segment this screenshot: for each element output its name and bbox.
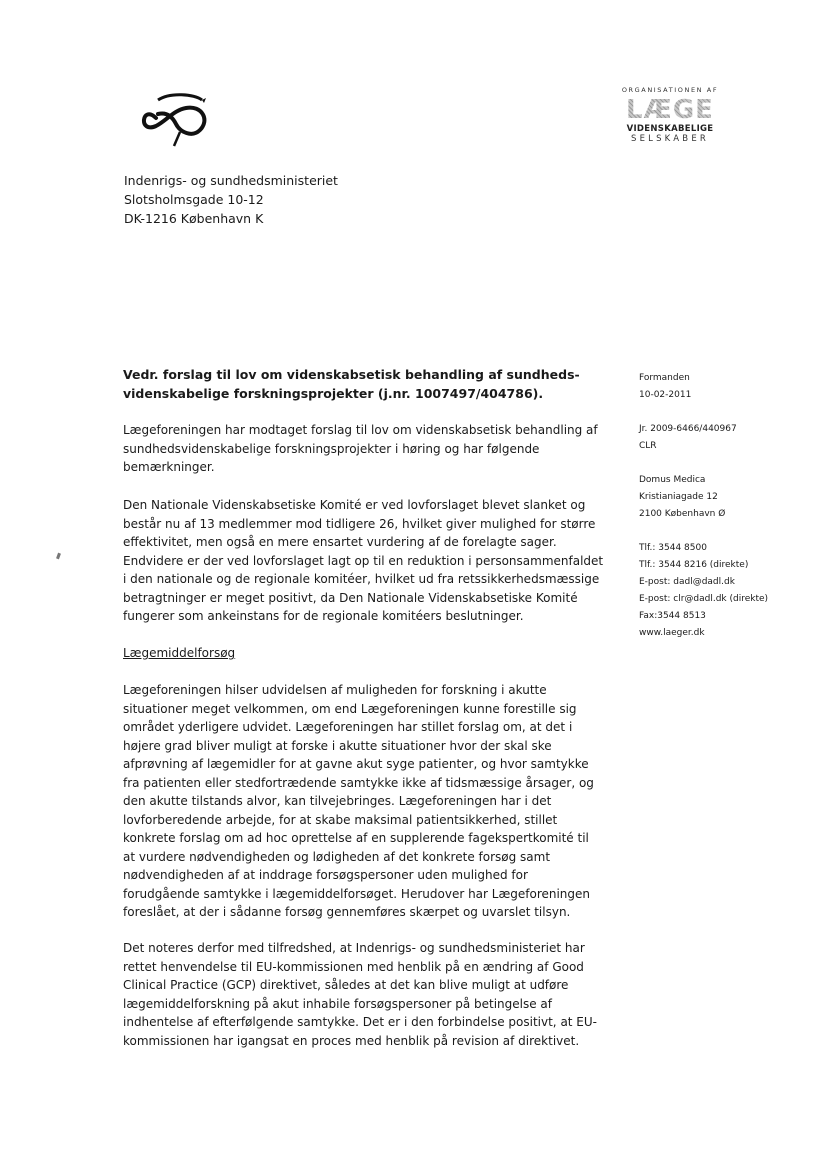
text-line: kommissionen har igangsat en proces med henblik på revision af direktivet. xyxy=(123,1033,580,1048)
text-line: den akutte tilstands alvor, kan tilvejebringes. Lægeforeningen har i det xyxy=(123,794,552,808)
subject-line: Vedr. forslag til lov om videnskabsetisk behandling af sundheds- xyxy=(123,367,580,382)
text-line: i den nationale og de regionale komitéer, hvilket ud fra retssikkerhedsmæssige xyxy=(123,572,600,586)
text-line: effektivitet, men også en mere ensartet vurdering af de forelagte sager. xyxy=(123,535,557,549)
text-line: at vurdere nødvendigheden og lødigheden af det konkrete forsøg samt xyxy=(123,849,551,864)
phone-direct: Tlf.: 3544 8216 (direkte) xyxy=(639,560,749,570)
text-line: Clinical Practice (GCP) direktivet, således at det kan blive muligt at udføre xyxy=(123,978,569,992)
text-line: Endvidere er der ved lovforslaget lagt op til en reduktion i personsammenfaldet xyxy=(123,553,604,568)
fax-number: Fax:3544 8513 xyxy=(639,611,706,621)
text-line: forudgående samtykke i lægemiddelforsøget. Herudover har Lægeforeningen xyxy=(123,886,591,901)
recipient-line: DK-1216 København K xyxy=(124,211,264,226)
org-name: Domus Medica xyxy=(639,475,706,485)
scan-artifact xyxy=(56,553,61,560)
logo-bottom-text-1: VIDENSKABELIGE xyxy=(626,124,714,134)
text-line: afprøvning af lægemidler for at gavne akut syge patienter, og hvor samtykke xyxy=(123,757,589,771)
journal-number: Jr. 2009-6466/440967 xyxy=(639,424,737,434)
text-line: området yderligere udvidet. Lægeforeningen har stillet forslag om, at det i xyxy=(123,720,573,734)
text-line: sundhedsvidenskabelige forskningsprojekter i høring og har følgende xyxy=(123,441,540,456)
recipient-line: Indenrigs- og sundhedsministeriet xyxy=(124,173,338,188)
text-line: rettet henvendelse til EU-kommissionen med henblik på en ændring af Good xyxy=(123,959,584,974)
phone-number: Tlf.: 3544 8500 xyxy=(639,543,707,553)
text-line: Det noteres derfor med tilfredshed, at Indenrigs- og sundhedsministeriet har xyxy=(123,941,585,955)
text-line: bemærkninger. xyxy=(123,460,215,474)
website-link[interactable]: www.laeger.dk xyxy=(639,628,705,638)
text-line: fungerer som ankeinstans for de regionale komitéers beslutninger. xyxy=(123,609,524,623)
sender-title: Formanden xyxy=(639,373,690,383)
text-line: foreslået, at der i sådanne forsøg gennemføres skærpet og uvarslet tilsyn. xyxy=(123,905,571,919)
text-line: Lægeforeningen har modtaget forslag til lov om videnskabsetisk behandling af xyxy=(123,423,598,437)
logo-main-text: LÆGE xyxy=(612,96,728,124)
email-address: E-post: dadl@dadl.dk xyxy=(639,577,735,587)
text-line: situationer meget velkommen, om end Lægeforeningen kunne forestille sig xyxy=(123,701,577,716)
text-line: betragtninger er meget positivt, da Den Nationale Videnskabsetiske Komité xyxy=(123,590,578,605)
logo-bottom-text-2: SELSKABER xyxy=(630,134,710,144)
sender-initials: CLR xyxy=(639,441,657,451)
text-line: indhentelse af efterfølgende samtykke. Det er i den forbindelse positivt, at EU- xyxy=(123,1015,598,1029)
email-direct: E-post: clr@dadl.dk (direkte) xyxy=(639,594,769,604)
text-line: konkrete forslag om ad hoc oprettelse af en supplerende fagekspertkomité til xyxy=(123,831,589,845)
logo-top-text: ORGANISATIONEN AF xyxy=(621,86,719,94)
text-line: højere grad bliver muligt at forske i akutte situationer hvor der skal ske xyxy=(123,738,552,753)
text-line: består nu af 13 medlemmer mod tidligere 26, hvilket giver mulighed for større xyxy=(123,516,596,531)
text-line: Den Nationale Videnskabsetiske Komité er ved lovforslaget blevet slanket og xyxy=(123,498,586,512)
body-paragraph-2 xyxy=(123,496,613,626)
org-city: 2100 København Ø xyxy=(639,509,726,519)
serpent-emblem-icon xyxy=(136,88,216,148)
text-line: Lægeforeningen hilser udvidelsen af muligheden for forskning i akutte xyxy=(123,683,547,697)
recipient-line: Slotsholmsgade 10-12 xyxy=(124,192,264,207)
subject-line: videnskabelige forskningsprojekter (j.nr. 1007497/404786). xyxy=(123,386,544,401)
text-line: nødvendigheden af at inddrage forsøgspersoner uden mulighed for xyxy=(123,868,528,882)
lvs-logo xyxy=(612,86,728,158)
text-line: lovforberedende arbejde, for at skabe maksimal patientsikkerhed, stillet xyxy=(123,812,558,827)
body-paragraph-3 xyxy=(123,681,613,922)
org-street: Kristianiagade 12 xyxy=(639,492,718,502)
text-line: fra patienten eller stedfortrædende samtykke ikke af tidsmæssige årsager, og xyxy=(123,775,594,790)
sender-info-sidebar xyxy=(639,370,789,642)
recipient-address xyxy=(124,171,338,228)
letter-date: 10-02-2011 xyxy=(639,390,692,400)
section-heading: Lægemiddelforsøg xyxy=(123,646,236,660)
text-line: lægemiddelforskning på akut inhabile forsøgspersoner på betingelse af xyxy=(123,996,553,1011)
body-paragraph-1 xyxy=(123,421,613,477)
letter-subject xyxy=(123,365,603,403)
organization-emblem-logo xyxy=(136,88,216,148)
body-paragraph-4 xyxy=(123,939,613,1050)
